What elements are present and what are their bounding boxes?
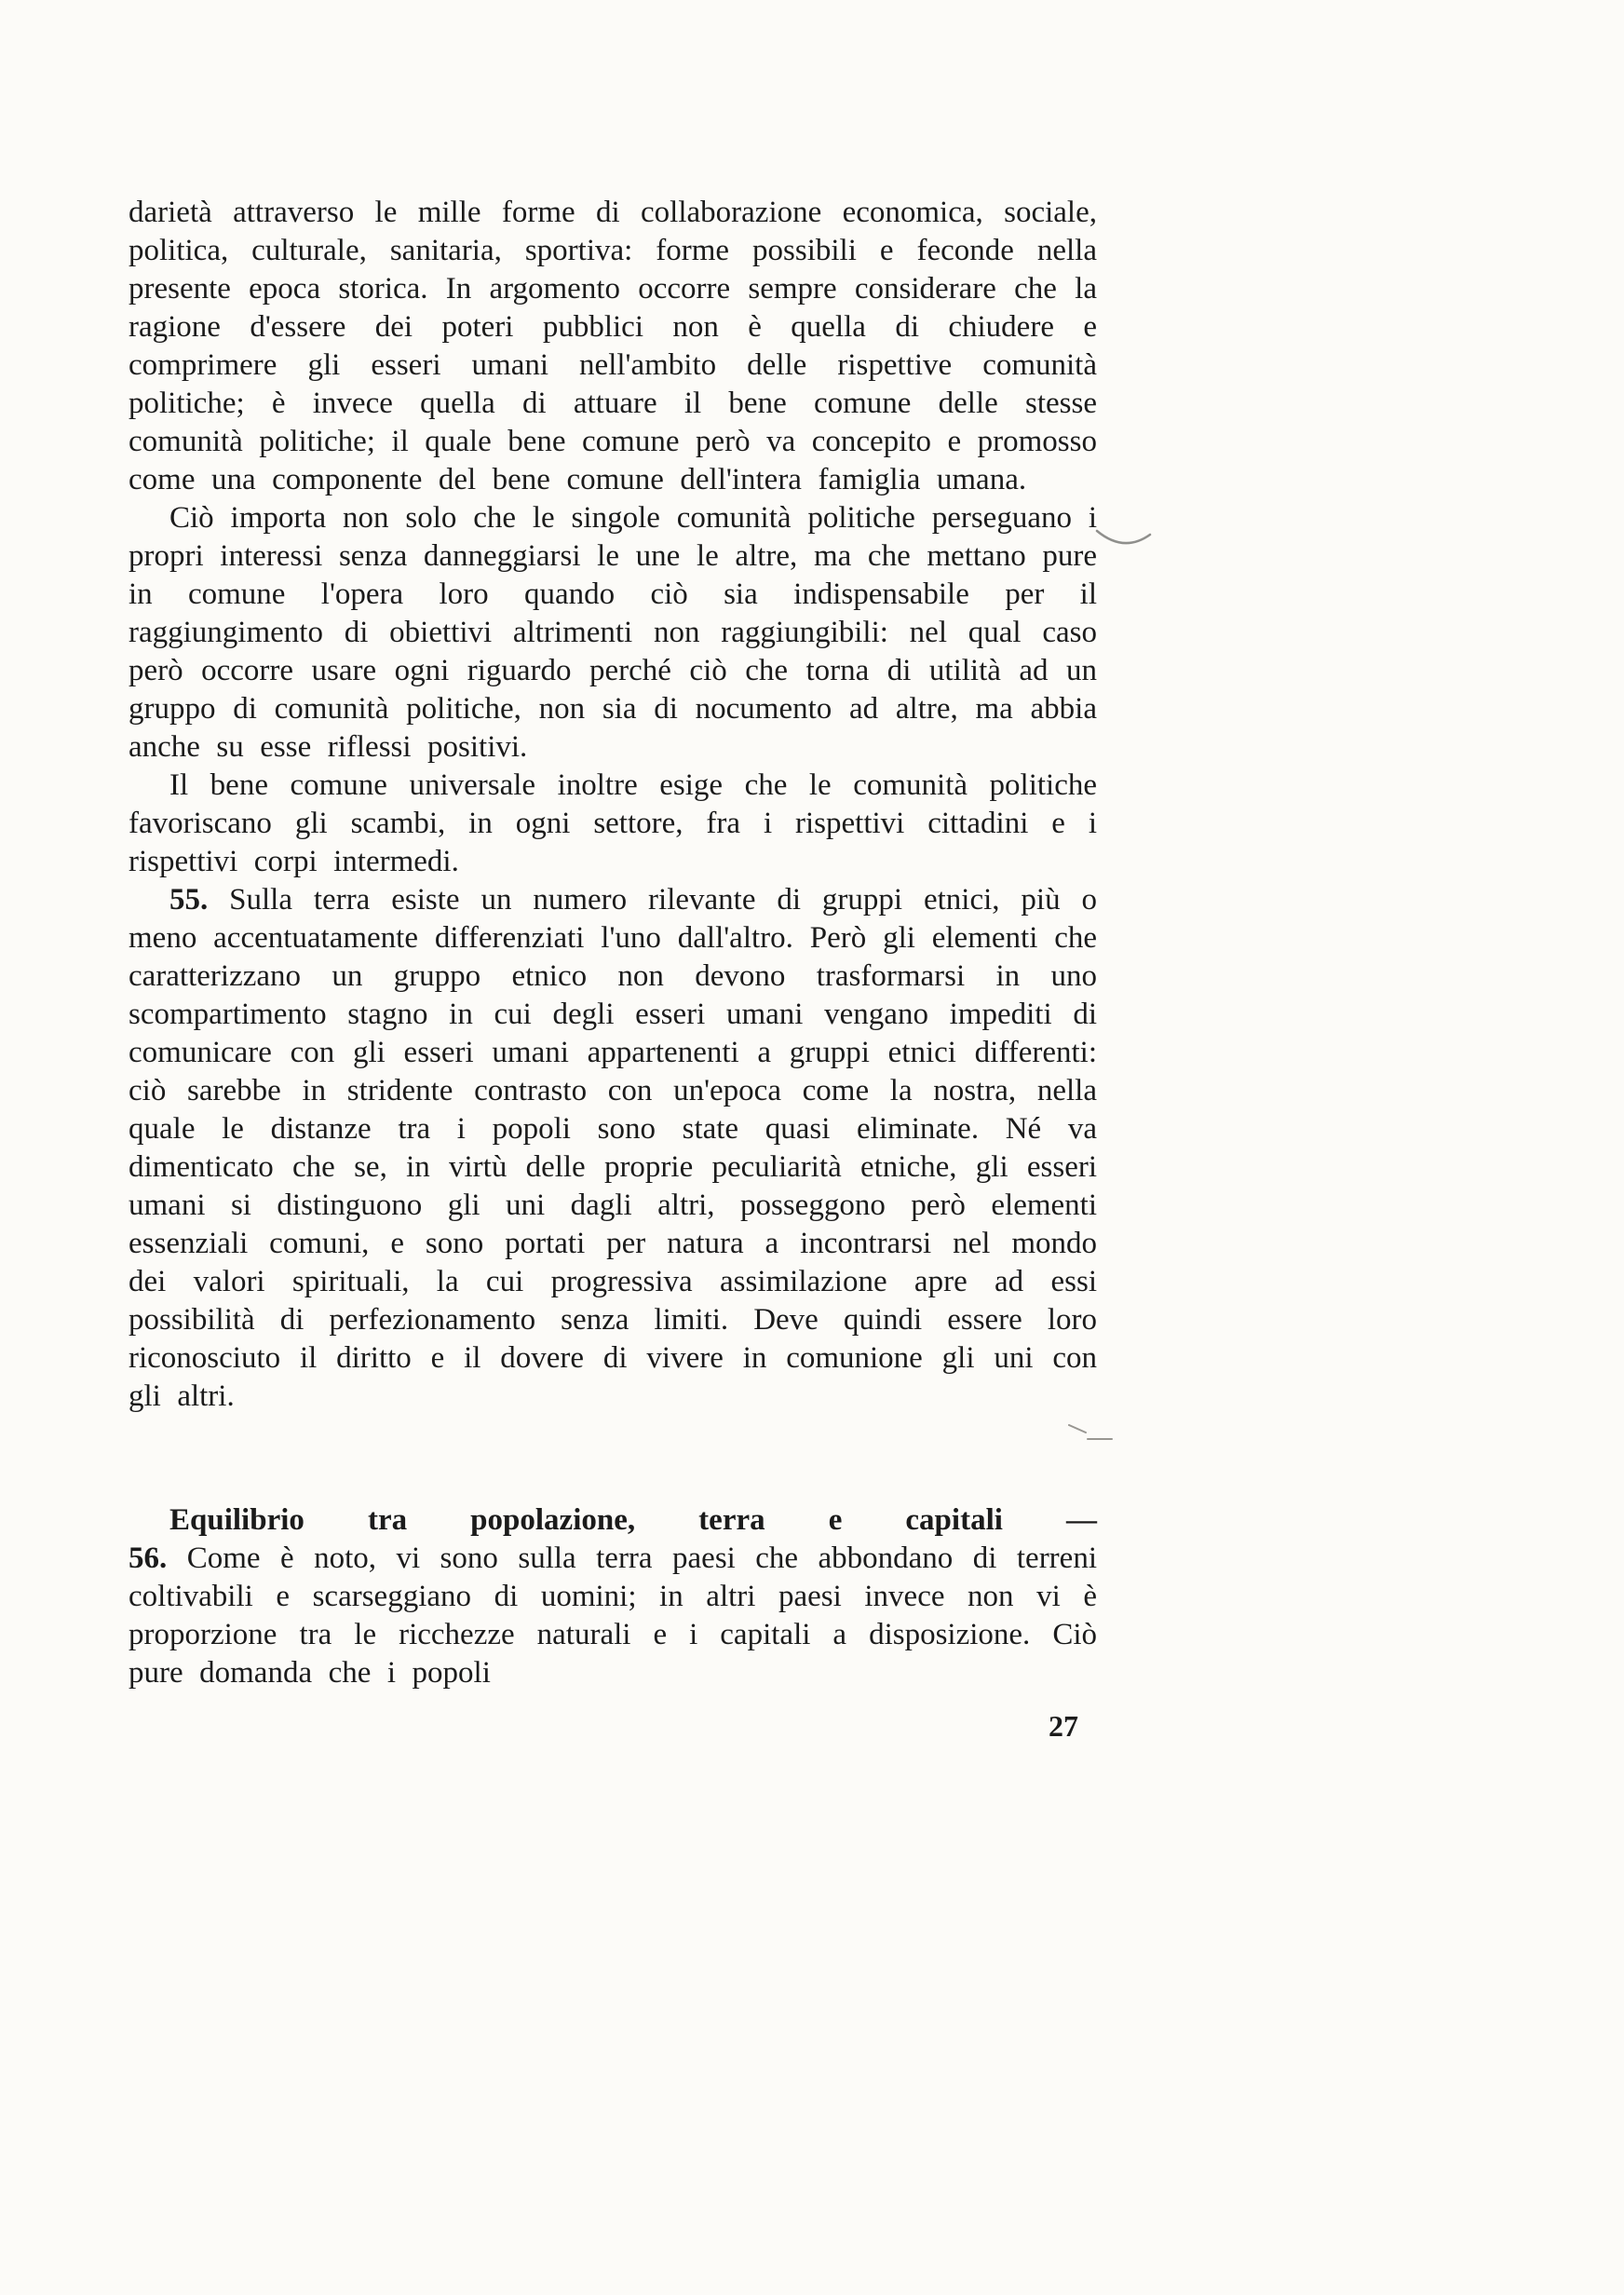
text-column [129, 194, 1097, 1745]
paragraph: Ciò importa non solo che le singole comunità politiche perseguano i propri interessi senza danneggiarsi le une le altre, ma che mettano pure in comune l'opera loro quando ciò sia indispensabile per il raggiungimento di obiettivi altrimenti non raggiungibili: nel qual caso però occorre usare ogni riguardo perché ciò che torna di utilità ad un gruppo di comunità politiche, non sia di nocumento ad altre, ma abbia anche su esse riflessi positivi. [129, 501, 1097, 764]
page-number: 27 [1049, 1709, 1078, 1743]
section-text: Sulla terra esiste un numero rilevante di gruppi etnici, più o meno accentuatamente differenziati l'uno dall'altro. Però gli elementi che caratterizzano un gruppo etnico non devono trasformarsi in uno scompartimento stagno in cui degli esseri umani vengano impediti di comunicare con gli esseri umani appartenenti a gruppi etnici differenti: ciò sarebbe in stridente contrasto con un'epoca come la nostra, nella quale le distanze tra i popoli sono state quasi eliminate. Né va dimenticato che se, in virtù delle proprie peculiarità etniche, gli esseri umani si distinguono gli uni dagli altri, posseggono però elementi essenziali comuni, e sono portati per natura a incontrarsi nel mondo dei valori spirituali, la cui progressiva assimilazione apre ad essi possibilità di perfezionamento senza limiti. Deve quindi essere loro riconosciuto il diritto e il dovere di vivere in comunione gli uni con gli altri. [129, 883, 1097, 1413]
heading-dash: — [1065, 1503, 1097, 1537]
scan-artifact-curve [1095, 527, 1153, 556]
section-number: 56. [129, 1541, 168, 1575]
section-paragraph-55 [129, 881, 1097, 1416]
section-paragraph-56 [129, 1540, 1097, 1692]
section-number: 55. [169, 883, 209, 917]
section-heading: Equilibrio tra popolazione, terra e capitali [169, 1503, 1003, 1537]
section-text: Come è noto, vi sono sulla terra paesi che abbondano di terreni coltivabili e scarseggiano di uomini; in altri paesi invece non vi è proporzione tra le ricchezze naturali e i capitali a disposizione. Ciò pure domanda che i popoli [129, 1541, 1097, 1690]
paragraph-continuation: darietà attraverso le mille forme di collaborazione economica, sociale, politica, culturale, sanitaria, sportiva: forme possibili e feconde nella presente epoca storica. In argomento occorre sempre considerare che la ragione d'essere dei poteri pubblici non è quella di chiudere e comprimere gli esseri umani nell'ambito delle rispettive comunità politiche; è invece quella di attuare il bene comune delle stesse comunità politiche; il quale bene comune però va concepito e promosso come una componente del bene comune dell'intera famiglia umana. [129, 196, 1097, 496]
scan-artifact-mark [1067, 1423, 1116, 1448]
section-heading-line [129, 1501, 1097, 1540]
paragraph: Il bene comune universale inoltre esige che le comunità politiche favoriscano gli scambi, in ogni settore, fra i rispettivi cittadini e i rispettivi corpi intermedi. [129, 768, 1097, 878]
